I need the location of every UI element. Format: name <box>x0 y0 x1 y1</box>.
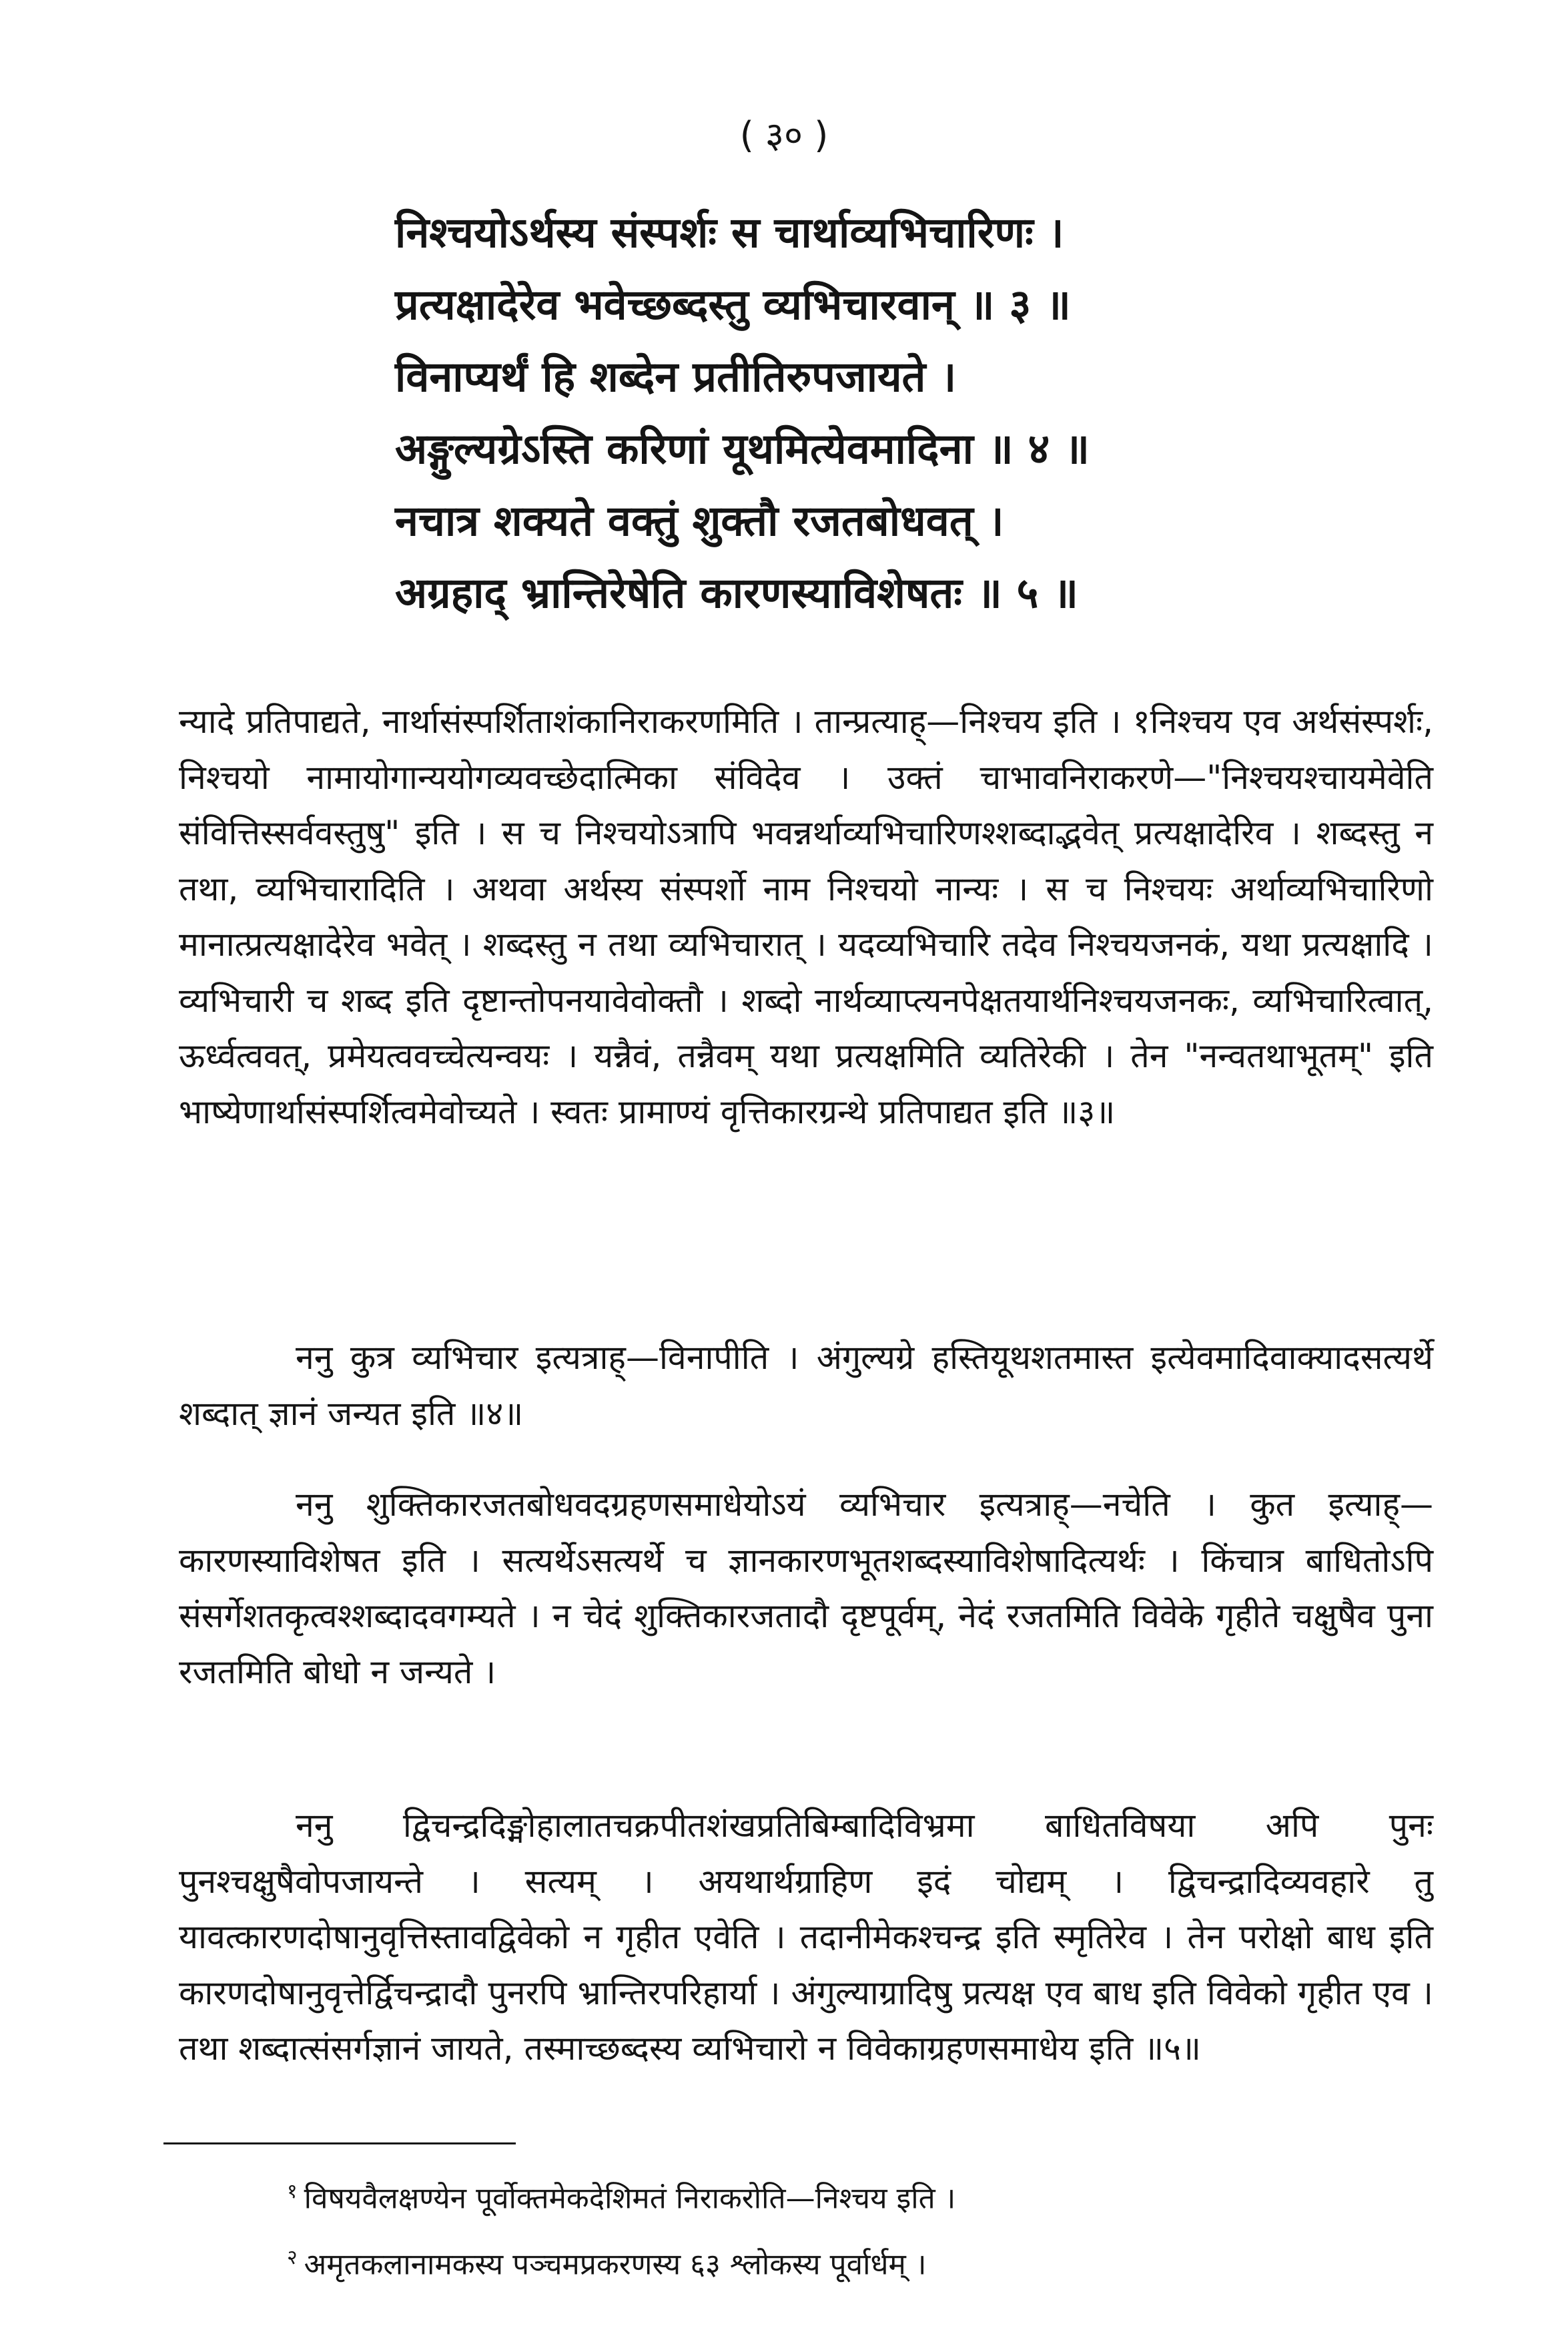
commentary-paragraph-verse-5b: ननु द्विचन्द्रदिङ्मोहालातचक्रपीतशंखप्रतिबिम्बादिविभ्रमा बाधितविषया अपि पुनः पुनश्चक्षुषैवोपजायन्ते । सत्यम् । अयथार्थग्राहिण इदं चोद्यम् । द्विचन्द्रादिव्यवहारे तु यावत्कारणदोषानुवृत्तिस्तावद्विवेको न गृहीत एवेति । तदानीमेकश्चन्द्र इति स्मृतिरेव । तेन परोक्षो बाध इति कारणदोषानुवृत्तेर्द्विचन्द्रादौ पुनरपि भ्रान्तिरपरिहार्या । अंगुल्याग्रादिषु प्रत्यक्ष एव बाध इति विवेको गृहीत एव । तथा शब्दात्संसर्गज्ञानं जायते, तस्माच्छब्दस्य व्यभिचारो न विवेकाग्रहणसमाधेय इति ॥५॥ <box>179 1806 1433 2068</box>
verse-line: विनाप्यर्थं हि शब्देन प्रतीतिरुपजायते । <box>395 352 957 401</box>
verse-line: नचात्र शक्यते वक्तुं शुक्तौ रजतबोधवत् । <box>395 497 1004 545</box>
commentary-paragraph-verse-3: न्यादे प्रतिपाद्यते, नार्थासंस्पर्शिताशंकानिराकरणमिति । तान्प्रत्याह्—निश्चय इति । १निश्चय एव अर्थसंस्पर्शः, निश्चयो नामायोगान्ययोगव्यवच्छेदात्मिका संविदेव । उक्तं चाभावनिराकरणे—"निश्चयश्चायमेवेति संवित्तिस्सर्ववस्तुषु" इति । स च निश्चयोऽत्रापि भवन्नर्थाव्यभिचारिणश्शब्दाद्भवेत् प्रत्यक्षादेरिव । शब्दस्तु न तथा, व्यभिचारादिति । अथवा अर्थस्य संस्पर्शो नाम निश्चयो नान्यः । स च निश्चयः अर्थाव्यभिचारिणो मानात्प्रत्यक्षादेरेव भवेत् । शब्दस्तु न तथा व्यभिचारात् । यदव्यभिचारि तदेव निश्चयजनकं, यथा प्रत्यक्षादि । व्यभिचारी च शब्द इति दृष्टान्तोपनयावेवोक्तौ । शब्दो नार्थव्याप्त्यनपेक्षतयार्थनिश्चयजनकः, व्यभिचारित्वात्, ऊर्ध्वत्ववत्, प्रमेयत्ववच्चेत्यन्वयः । यन्नैवं, तन्नैवम् यथा प्रत्यक्षमिति व्यतिरेकी । तेन "नन्वतथाभूतम्" इति भाष्येणार्थासंस्पर्शित्वमेवोच्यते । स्वतः प्रामाण्यं वृत्तिकारग्रन्थे प्रतिपाद्यत इति ॥३॥ <box>179 702 1433 1131</box>
footnote-divider <box>163 2142 516 2144</box>
footnote-marker: २ <box>287 2245 298 2269</box>
verse-line: प्रत्यक्षादेरेव भवेच्छब्दस्तु व्यभिचारवान् ॥ ३ ॥ <box>395 280 1071 329</box>
commentary-paragraph-verse-5a: ननु शुक्तिकारजतबोधवदग्रहणसमाधेयोऽयं व्यभिचार इत्यत्राह्—नचेति । कुत इत्याह्—कारणस्याविशेषत इति । सत्यर्थेऽसत्यर्थे च ज्ञानकारणभूतशब्दस्याविशेषादित्यर्थः । किंचात्र बाधितोऽपि संसर्गेशतकृत्वश्शब्दादवगम्यते । न चेदं शुक्तिकारजतादौ दृष्टपूर्वम्, नेदं रजतमिति विवेके गृहीते चक्षुषैव पुना रजतमिति बोधो न जन्यते । <box>179 1485 1433 1691</box>
footnote <box>287 2229 1421 2295</box>
verse-line: निश्चयोऽर्थस्य संस्पर्शः स चार्थाव्यभिचारिणः । <box>395 208 1064 257</box>
verse-line: अग्रहाद् भ्रान्तिरेषेति कारणस्याविशेषतः ॥ ५ ॥ <box>395 569 1079 617</box>
footnotes <box>287 2162 1421 2294</box>
footnote-marker: १ <box>287 2180 298 2203</box>
footnote-text: अमृतकलानामकस्य पञ्चमप्रकरणस्य ६३ श्लोकस्य पूर्वार्धम् । <box>304 2247 927 2282</box>
footnote-text: विषयवैलक्षण्येन पूर्वोक्तमेकदेशिमतं निराकरोति—निश्चय इति । <box>304 2181 956 2216</box>
verse-block <box>395 197 1262 629</box>
footnote <box>287 2162 1421 2229</box>
commentary-paragraph-verse-4: ननु कुत्र व्यभिचार इत्यत्राह्—विनापीति । अंगुल्यग्रे हस्तियूथशतमास्त इत्येवमादिवाक्यादसत्यर्थे शब्दात् ज्ञानं जन्यत इति ॥४॥ <box>179 1338 1433 1433</box>
verse-line: अङ्गुल्यग्रेऽस्ति करिणां यूथमित्येवमादिना ॥ ४ ॥ <box>395 424 1090 473</box>
page-number: ( ३० ) <box>739 114 829 156</box>
